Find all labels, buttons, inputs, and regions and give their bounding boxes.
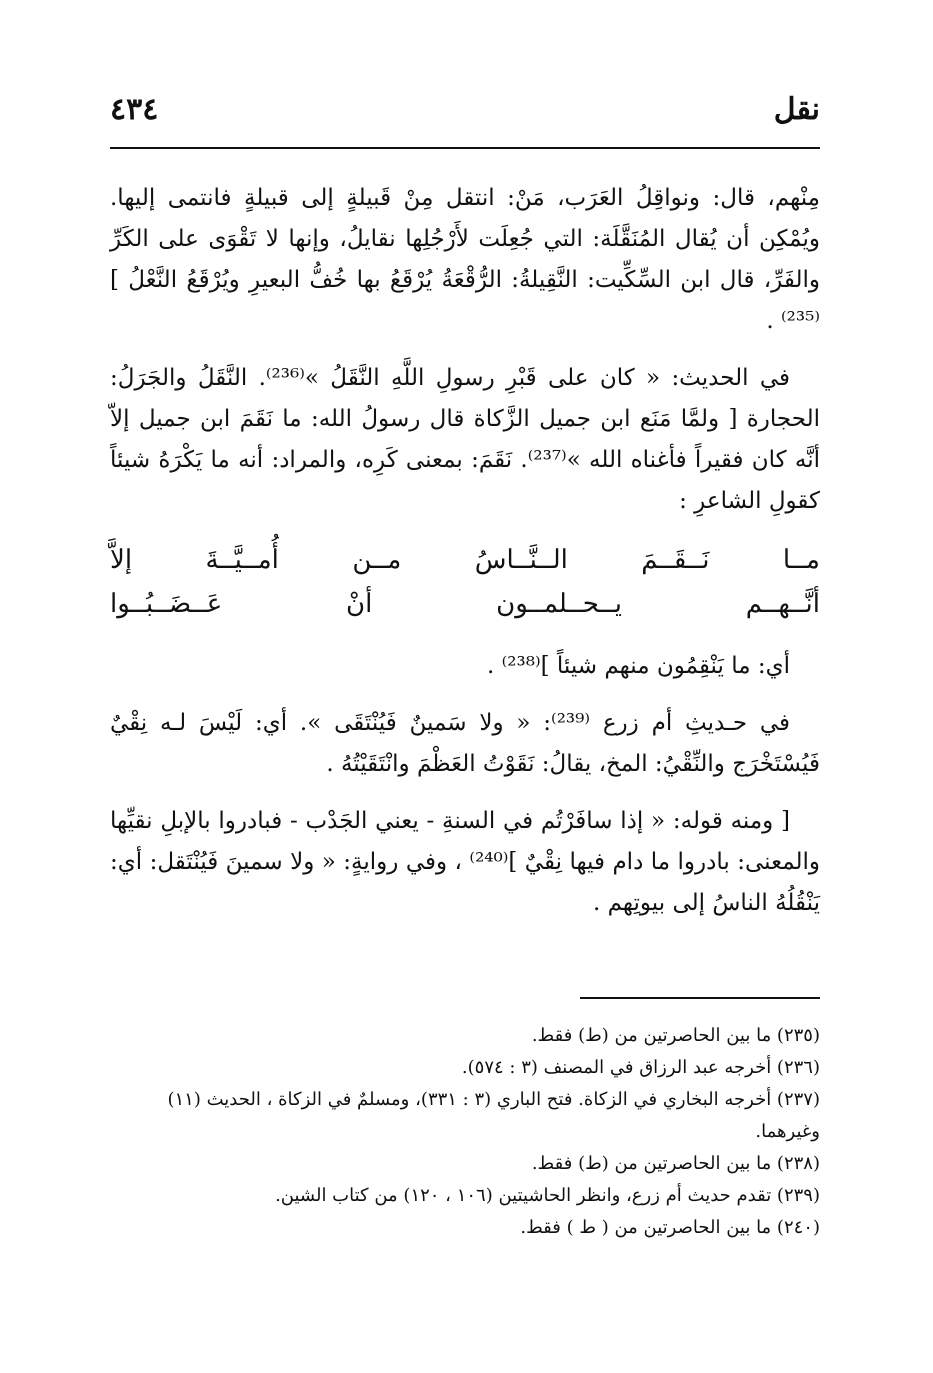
page-header <box>110 92 820 136</box>
paragraph: [ ومنه قوله: « إذا سافَرْتُم في السنةِ - يعني الجَدْب - فبادروا بالإبلِ نقيِّها والمعنى: بادروا ما دام فيها نِقْيٌ ]⁽²⁴⁰⁾ ، وفي روايةٍ: « ولا سمينَ فَيُنْتَقل: أي: يَنْقُلُهُ الناسُ إلى بيوتِهم . <box>110 808 820 916</box>
footnote: (٢٣٥) ما بين الحاصرتين من (ط) فقط. <box>531 1025 820 1046</box>
poem-line: أنَّــهــم يــحــلمــون أنْ عَــضَــبُــوا <box>110 589 820 619</box>
paragraph: في الحديث: « كان على قَبْرِ رسولِ اللَّهِ النَّقَلُ »⁽²³⁶⁾. النَّقَلُ والجَرَلُ: الحجارة [ ولمَّا مَنَع ابن جميل الزَّكاة قال رسولُ الله: ما نَقَمَ ابن جميل إلاّ أنَّه كان فقيراً فأغناه الله »⁽²³⁷⁾. نَقَمَ: بمعنى كَرِه، والمراد: أنه ما يَكْرَهُ شيئاً كقولِ الشاعرِ : <box>110 365 820 514</box>
footnote: (٢٣٩) تقدم حديث أم زرع، وانظر الحاشيتين (١٠٦ ، ١٢٠) من كتاب الشين. <box>275 1185 820 1206</box>
poem-verse <box>110 538 820 626</box>
paragraph: في حـديثِ أم زرع ⁽²³⁹⁾: « ولا سَمينٌ فَيُنْتَقَى ». أي: لَيْسَ لـه نِقْيٌ فَيُسْتَخْرَج والنِّقْيُ: المخ، يقالُ: نَقَوْتُ العَظْمَ وانْتَقَيْتُهُ . <box>110 710 820 777</box>
footnote: (٢٣٨) ما بين الحاصرتين من (ط) فقط. <box>531 1153 820 1174</box>
paragraph: أي: ما يَنْقِمُون منهم شيئاً ]⁽²³⁸⁾ . <box>487 653 790 679</box>
paragraph: مِنْهم، قال: ونواقِلُ العَرَب، مَنْ: انتقل مِنْ قَبيلةٍ إلى قبيلةٍ فانتمى إليها. ويُمْكِن أن يُقال المُنَقَّلَة: التي جُعِلَت لأَرْجُلِها نقايلُ، وإنها لا تَقْوَى على الكَرِّ والفَرِّ، قال ابن السِّكِّيت: النَّقِيلةُ: الرُّقْعَةُ يُرْقَعُ بها خُفُّ البعيرِ ويُرْقَعُ النَّعْلُ ]⁽²³⁵⁾ . <box>110 185 820 334</box>
page-title: نقل <box>773 92 820 127</box>
footnote: (٢٣٦) أخرجه عبد الرزاق في المصنف (٣ : ٥٧٤). <box>461 1057 820 1078</box>
main-text <box>110 178 820 940</box>
footnotes <box>110 1020 820 1244</box>
poem-line: مــا نَــقَــمَ الــنَّــاسُ مــن أُمــيَّــةَ إلاَّ <box>110 545 820 575</box>
footnote: (٢٣٧) أخرجه البخاري في الزكاة. فتح الباري (٣ : ٣٣١)، ومسلمٌ في الزكاة ، الحديث (١١) وغيرهما. <box>167 1089 820 1142</box>
footnote-divider <box>580 997 820 999</box>
header-divider <box>110 147 820 149</box>
footnote: (٢٤٠) ما بين الحاصرتين من ( ط ) فقط. <box>520 1217 820 1238</box>
page-number: ٤٣٤ <box>110 92 159 127</box>
